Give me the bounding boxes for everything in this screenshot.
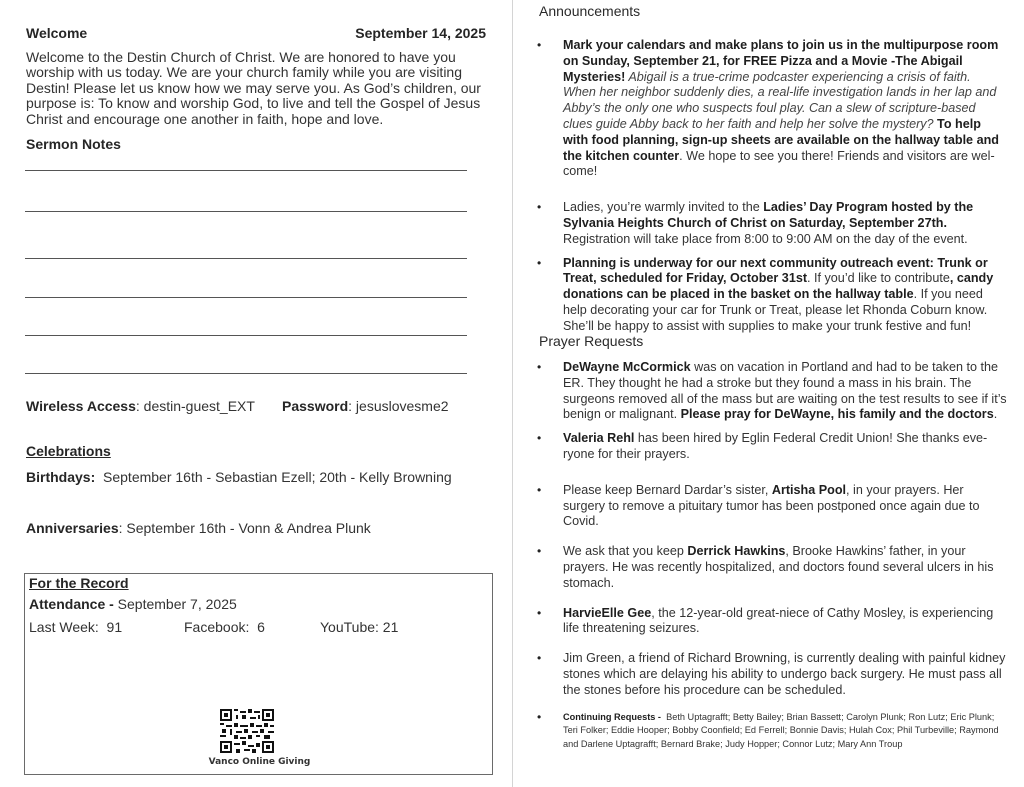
continuing-requests-names: Beth Uptagrafft; Betty Bailey; Brian Bassett; Carolyn Plunk; Ron Lutz; Eric Plunk; Teri Folker; Eddie Hooper; Bobby Coonfield; Ed Ferrell; Bonnie Davis; Hulah Cox; Phil Turbeville; Raymond and Darlene Uptagrafft; Bernard Brake; Judy Hopper; Connor Lutz; Mary Ann Troup xyxy=(563,711,1002,749)
announcement-bold: To help with food planning, sign-up sheets are available on the hallway table and the kitchen counter xyxy=(563,116,999,163)
for-the-record-box xyxy=(24,573,493,775)
sermon-note-line xyxy=(25,211,467,212)
wireless-label: Wireless Access xyxy=(26,398,136,414)
announcements-list xyxy=(537,38,1007,335)
announcement-text: Registration will take place from 8:00 to 9:00 AM on the day of the event. xyxy=(563,231,968,246)
anniversaries xyxy=(26,520,371,536)
attendance-date: September 7, 2025 xyxy=(113,596,237,612)
sermon-note-line xyxy=(25,170,467,171)
prayer-name: Derrick Hawkins xyxy=(687,544,786,559)
sermon-note-line xyxy=(25,258,467,259)
prayer-item xyxy=(537,606,1007,638)
password-value: : jesuslovesme2 xyxy=(348,398,449,414)
wireless-access xyxy=(26,398,255,414)
prayer-bold: Please pray for DeWayne, his family and the doctors xyxy=(680,407,994,422)
prayer-text: Jim Green, a friend of Richard Browning, is currently dealing with painful kidney stones which are delaying his ability to undergo back surgery. He must pass all the stones before his procedure can be scheduled. xyxy=(563,651,1006,697)
announcement-text: . We hope to see you there! Friends and visitors are wel-come! xyxy=(563,148,995,179)
prayer-item xyxy=(537,431,1007,463)
prayer-text: , Brooke Hawkins’ father, in your prayers. He was recently hospitalized, and doctors found several ulcers in his stomach. xyxy=(563,544,994,590)
continuing-requests-label: Continuing Requests - xyxy=(563,711,661,722)
youtube-count: YouTube: 21 xyxy=(320,619,399,635)
facebook-count: Facebook: 6 xyxy=(184,619,265,635)
prayer-text: has been hired by Eglin Federal Credit Union! She thanks eve-ryone for their prayers. xyxy=(563,431,988,461)
prayer-item xyxy=(537,544,1007,591)
announcement-text: Ladies, you’re warmly invited to the xyxy=(563,200,764,215)
welcome-text: Welcome to the Destin Church of Christ. We are honored to have you worship with us today. We are your church family while you are visiting Destin! Please let us know how we may serve you. As God’s children, our purpose is: To know and worship God, to live and tell the Gospel of Jesus Christ and encourage one another in faith, hope and love. xyxy=(26,49,481,127)
prayer-text: , the 12-year-old great-niece of Cathy Mosley, is experiencing life threatening seizures. xyxy=(563,605,994,636)
prayer-item xyxy=(537,360,1007,423)
prayer-name: Artisha Pool xyxy=(771,482,847,497)
prayer-requests-heading: Prayer Requests xyxy=(539,333,644,349)
anniversaries-label: Anniversaries xyxy=(26,520,119,536)
birthdays-label: Birthdays: xyxy=(26,469,96,485)
sermon-note-line xyxy=(25,297,467,298)
celebrations-heading: Celebrations xyxy=(26,443,111,459)
announcement-italic: Abigail is a true-crime podcaster experiencing a crisis of faith. When her neighbor suddenly dies, a real-life investigation lands in her lap and Abby’s the only one who suspects foul play. Can a slew of scripture-based clues guide Abby back to her faith and help her solve the mystery? xyxy=(563,69,997,131)
sermon-note-line xyxy=(25,373,467,374)
prayer-requests-list xyxy=(537,360,1007,751)
prayer-text: . xyxy=(993,407,998,422)
announcement-text: . If you need help decorating your car for Trunk or Treat, please let Rhonda Coburn know. She’ll be happy to assist with supplies to make your trunk festive and fun! xyxy=(563,287,988,333)
birthdays-value: September 16th - Sebastian Ezell; 20th - Kelly Browning xyxy=(95,469,452,485)
page-divider xyxy=(512,0,513,787)
announcement-bold: Mark your calendars and make plans to join us in the multipurpose room on Sunday, September 21, for FREE Pizza and a Movie -The Abigail Mysteries! xyxy=(563,38,999,84)
attendance xyxy=(29,596,237,612)
announcement-bold: Ladies’ Day Program hosted by the Sylvania Heights Church of Christ on Saturday, September 27th. xyxy=(563,200,974,230)
bulletin-date: September 14, 2025 xyxy=(355,25,486,41)
qr-label: Vanco Online Giving xyxy=(208,757,311,767)
announcement-item xyxy=(537,256,1007,335)
prayer-item xyxy=(537,483,1007,530)
wireless-network: : destin-guest_EXT xyxy=(135,398,255,414)
prayer-name: Valeria Rehl xyxy=(563,431,635,446)
birthdays xyxy=(26,469,452,485)
announcement-item xyxy=(537,200,1007,247)
prayer-item xyxy=(537,651,1007,698)
sermon-notes-heading: Sermon Notes xyxy=(26,136,121,152)
announcements-heading: Announcements xyxy=(539,3,641,19)
continuing-requests xyxy=(537,711,1007,752)
last-week-count: Last Week: 91 xyxy=(29,619,123,635)
announcement-text: . If you’d like to contribute xyxy=(807,271,950,286)
announcement-bold: , candy donations can be placed in the basket on the hallway table xyxy=(563,271,994,302)
announcement-item xyxy=(537,38,1007,180)
for-the-record-heading: For the Record xyxy=(29,575,129,591)
prayer-text: , in your prayers. Her surgery to remove a pituitary tumor has been postponed once again due to Covid. xyxy=(563,482,980,529)
attendance-label: Attendance - xyxy=(29,596,114,612)
anniversaries-value: : September 16th - Vonn & Andrea Plunk xyxy=(118,520,371,536)
prayer-name: DeWayne McCormick xyxy=(563,360,691,374)
prayer-text: Please keep Bernard Dardar’s sister, xyxy=(563,482,772,497)
prayer-text: We ask that you keep xyxy=(563,544,688,559)
sermon-note-line xyxy=(25,335,467,336)
prayer-text: was on vacation in Portland and had to be taken to the ER. They thought he had a stroke but they found a mass in his brain. The surgeons removed all of the mass but are waiting on the test results to see if it’s benign or malignant. xyxy=(563,360,1007,422)
wireless-password xyxy=(282,398,449,414)
right-panel xyxy=(514,0,1024,787)
qr-code-icon[interactable] xyxy=(220,709,274,753)
password-label: Password xyxy=(282,398,349,414)
welcome-heading: Welcome xyxy=(26,25,88,41)
prayer-name: HarvieElle Gee xyxy=(563,605,652,620)
announcement-bold: Planning is underway for our next community outreach event: Trunk or Treat, scheduled for Friday, October 31st xyxy=(563,255,988,286)
